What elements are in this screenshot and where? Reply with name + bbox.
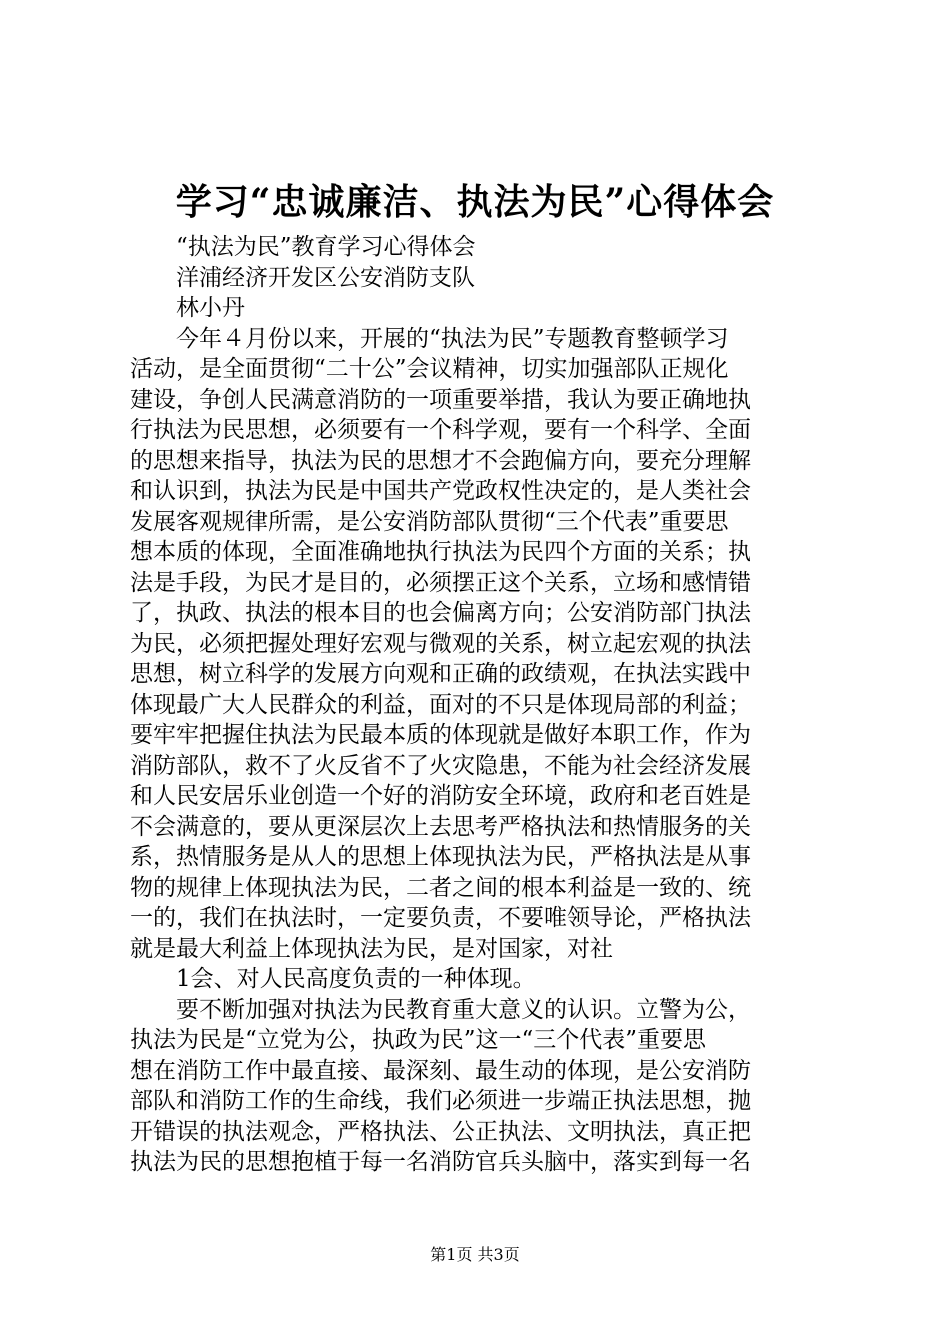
document-body xyxy=(130,232,830,1178)
paragraph-line: 开错误的执法观念，严格执法、公正执法、文明执法，真正把 xyxy=(130,1118,751,1145)
paragraph-line: 消防部队，救不了火反省不了火灾隐患，不能为社会经济发展 xyxy=(130,752,751,779)
paragraph-line: 思想，树立科学的发展方向观和正确的政绩观，在执法实践中 xyxy=(130,661,751,687)
paragraph-line: 执法为民是“立党为公，执政为民”这一“三个代表”重要思 xyxy=(130,1027,707,1053)
document-title: 学习“忠诚廉洁、执法为民”心得体会 xyxy=(175,181,775,223)
paragraph-line: 今年４月份以来，开展的“执法为民”专题教育整顿学习 xyxy=(176,325,729,352)
paragraph-line: 想在消防工作中最直接、最深刻、最生动的体现，是公安消防 xyxy=(130,1057,751,1084)
paragraph-line: 体现最广大人民群众的利益，面对的不只是体现局部的利益； xyxy=(130,691,751,718)
paragraph-line: 要不断加强对执法为民教育重大意义的认识。立警为公， xyxy=(176,996,751,1023)
page-number: 第1页 共3页 xyxy=(430,1245,520,1264)
paragraph-line: 行执法为民思想，必须要有一个科学观，要有一个科学、全面 xyxy=(130,417,751,443)
paragraph-line: 和人民安居乐业创造一个好的消防安全环境，政府和老百姓是 xyxy=(130,783,751,809)
paragraph-line: 法是手段，为民才是目的，必须摆正这个关系，立场和感情错 xyxy=(130,569,751,596)
paragraph-line: 系，热情服务是从人的思想上体现执法为民，严格执法是从事 xyxy=(130,844,751,870)
paragraph-line: 部队和消防工作的生命线，我们必须进一步端正执法思想，抛 xyxy=(130,1088,751,1114)
paragraph-line: 发展客观规律所需，是公安消防部队贯彻“三个代表”重要思 xyxy=(130,508,729,535)
paragraph-line: 要牢牢把握住执法为民最本质的体现就是做好本职工作，作为 xyxy=(130,722,751,748)
paragraph-line: 了，执政、执法的根本目的也会偏离方向；公安消防部门执法 xyxy=(130,600,751,626)
paragraph-line: 1会、对人民高度负责的一种体现。 xyxy=(176,966,536,992)
paragraph-line: 想本质的体现，全面准确地执行执法为民四个方面的关系；执 xyxy=(130,539,751,565)
document-organization: 洋浦经济开发区公安消防支队 xyxy=(176,264,475,291)
paragraph-line: 不会满意的，要从更深层次上去思考严格执法和热情服务的关 xyxy=(130,813,751,840)
document-subtitle: “执法为民”教育学习心得体会 xyxy=(176,234,476,260)
document-author: 林小丹 xyxy=(176,295,245,321)
paragraph-line: 的思想来指导，执法为民的思想才不会跑偏方向，要充分理解 xyxy=(130,447,751,474)
paragraph-line: 为民，必须把握处理好宏观与微观的关系，树立起宏观的执法 xyxy=(130,630,751,657)
paragraph-line: 执法为民的思想抱植于每一名消防官兵头脑中，落实到每一名 xyxy=(130,1149,751,1175)
paragraph-line: 物的规律上体现执法为民，二者之间的根本利益是一致的、统 xyxy=(130,874,751,901)
paragraph-line: 建设，争创人民满意消防的一项重要举措，我认为要正确地执 xyxy=(130,386,751,413)
paragraph-line: 就是最大利益上体现执法为民，是对国家，对社 xyxy=(130,935,613,962)
paragraph-line: 一的，我们在执法时，一定要负责，不要唯领导论，严格执法 xyxy=(130,905,751,931)
paragraph-line: 和认识到，执法为民是中国共产党政权性决定的，是人类社会 xyxy=(130,478,751,504)
paragraph-line: 活动，是全面贯彻“二十公”会议精神，切实加强部队正规化 xyxy=(130,356,729,382)
